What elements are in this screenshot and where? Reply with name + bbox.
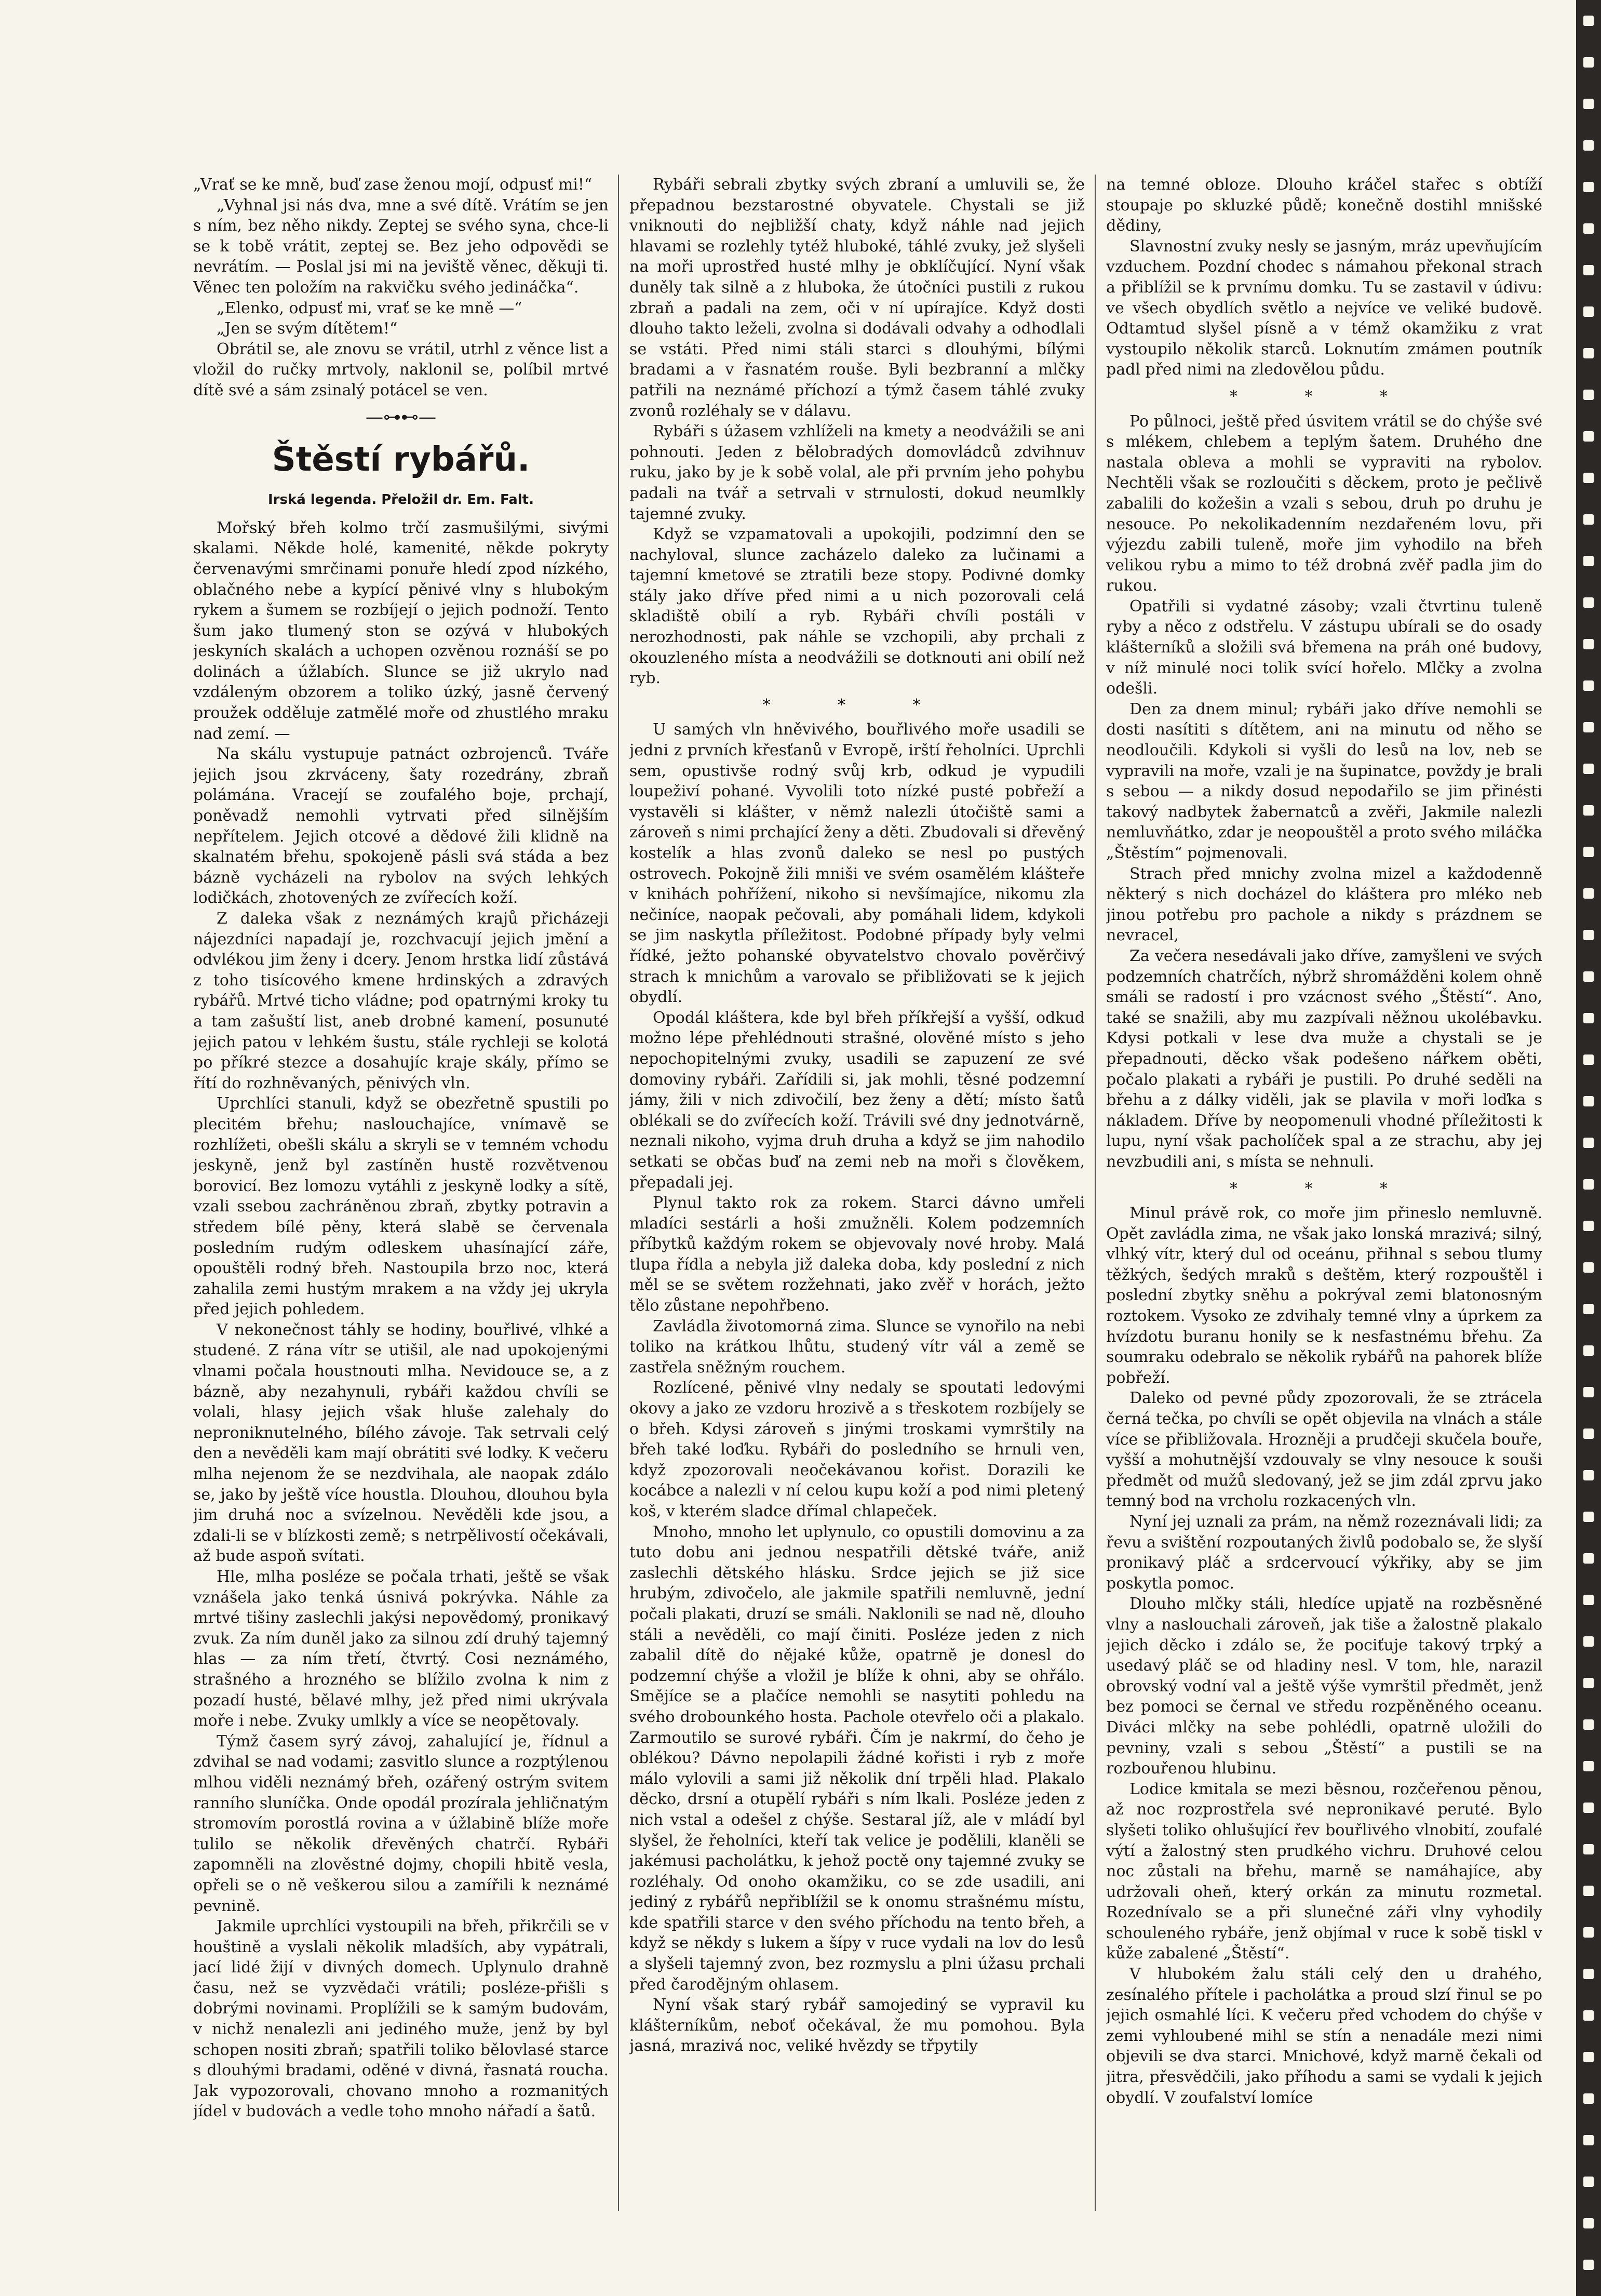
paragraph: Den za dnem minul; rybáři jako dříve nemohli se dosti nasítiti s dítětem, ani na minutu od něho se neodloučili. Kdykoli si vyšli do lesů na lov, neb se vypravili na moře, vzali je na šupinatce, povždy je brali s sebou — a nikdy dosud nepodařilo se jim přinésti takový nadbytek žabernatců a zvěři, Jakmile nalezli nemluvňátko, zdar je neopouštěl a proto svého miláčka „Štěstím“ pojmenovali. xyxy=(1106,700,1542,862)
paragraph: „Jen se svým dítětem!“ xyxy=(217,319,398,338)
sprocket-hole xyxy=(1583,1429,1594,1439)
sprocket-hole xyxy=(1583,16,1594,26)
sprocket-hole xyxy=(1583,971,1594,982)
section-divider-asterisks: * * * xyxy=(1229,387,1419,406)
sprocket-hole xyxy=(1583,1387,1594,1397)
sprocket-hole xyxy=(1583,473,1594,483)
sprocket-hole xyxy=(1583,2218,1594,2228)
sprocket-hole xyxy=(1583,1719,1594,1730)
paragraph: Dlouho mlčky stáli, hledíce upjatě na rozběsněné vlny a naslouchali zároveň, jak tiše a žalostně plakalo jejich děcko i zdálo se, že pociťuje takový trpký a usedavý pláč se od hladiny nesl. V tom, hle, narazil obrovský vodní val a ještě výše vymrštil předmět, jenž bez pomoci se černal ve středu rozpěněného oceanu. Diváci mlčky na sebe pohlédli, opatrně uložili do pevniny, vzali s sebou „Štěstí“ a pustili se na rozbouřenou hlubinu. xyxy=(1106,1595,1542,1778)
sprocket-hole xyxy=(1583,1678,1594,1688)
paragraph: Plynul takto rok za rokem. Starci dávno umřeli mladíci sestárli a hoši zmužněli. Kolem podzemních příbytků každým rokem se objevovaly nové hroby. Malá tlupa řídla a nebyla již daleka doba, kdy poslední z nich měl se se světem rozžehnati, jako zvěř v horách, ježto tělo zůstane nepohřbeno. xyxy=(629,1194,1085,1315)
paragraph: Opodál kláštera, kde byl břeh příkřejší a vyšší, odkud možno lépe přehlédnouti strašné, olověné místo s jeho nepochopitelnými zvuky, usadili se zapuzení ze své domoviny rybáři. Zařídili si, jak mohli, těsné podzemní jámy, žili v nich zdivočilí, bez ženy a dětí; místo šatů oblékali se do zvířecích koží. Trávili své dny jednotvárně, neznali nikoho, vyjma druh druha a když se jim nahodilo setkati se občas buď na zemi neb na moři s člověkem, přepadali jej. xyxy=(629,1008,1085,1192)
paragraph: „Elenko, odpusť mi, vrať se ke mně —“ xyxy=(217,299,522,317)
sprocket-hole xyxy=(1583,680,1594,691)
sprocket-hole xyxy=(1583,306,1594,317)
article-byline: Irská legenda. Přeložil dr. Em. Falt. xyxy=(268,492,534,508)
sprocket-hole xyxy=(1583,1553,1594,1564)
sprocket-hole xyxy=(1583,1886,1594,1896)
paragraph: Jakmile uprchlíci vystoupili na břeh, přikrčili se v houštině a vyslali několik mladších, aby vypátrali, jací lidé žijí v divných domech. Uplynulo drahně času, než se vyzvědači vrátili; posléze-přišli s dobrými novinami. Proplížili se k samým budovám, v nichž nenalezli ani jediného muže, jenž by byl schopen nositi zbraň; spatřili toliko bělovlasé starce s dlouhými bradami, oděné v divná, řasnatá roucha. Jak vypozorovali, chovano mnoho a rozmanitých jídel v budovách a vedle toho mnoho nářadí a šatů. xyxy=(193,1917,609,2121)
sprocket-hole xyxy=(1583,431,1594,442)
sprocket-hole xyxy=(1583,1969,1594,1979)
sprocket-hole xyxy=(1583,140,1594,151)
sprocket-hole xyxy=(1583,1221,1594,1231)
paragraph: Lodice kmitala se mezi běsnou, rozčeřenou pěnou, až noc rozprostřela své nepronikavé peruté. Bylo slyšeti toliko ohlušující řev bouřlivého vlnobití, zoufalé výtí a žalostný sten prudkého vichru. Druhové celou noc zůstali na břehu, marně se namáhajíce, aby udržovali oheň, který orkán za minutu rozmetal. Rozednívalo se a při slunečné záři vlny vyhodily schouleného rybáře, jenž objímal v ruce k sobě tiskl v kůže zabalené „Štěstí“. xyxy=(1106,1780,1542,1963)
sprocket-hole xyxy=(1583,265,1594,275)
sprocket-hole xyxy=(1583,348,1594,358)
sprocket-hole xyxy=(1583,805,1594,816)
paragraph: „Vrať se ke mně, buď zase ženou mojí, odpusť mi!“ xyxy=(193,176,593,194)
sprocket-hole xyxy=(1583,639,1594,649)
sprocket-hole xyxy=(1583,597,1594,608)
sprocket-hole xyxy=(1583,514,1594,525)
sprocket-hole xyxy=(1583,223,1594,234)
column-1 xyxy=(193,175,609,2273)
sprocket-hole xyxy=(1583,1927,1594,1938)
sprocket-hole xyxy=(1583,2177,1594,2187)
sprocket-hole xyxy=(1583,1512,1594,1522)
paragraph: Obrátil se, ale znovu se vrátil, utrhl z věnce list a vložil do ručky mrtvoly, naklonil se, políbil mrtvé dítě své a sám zsinalý potácel se ven. xyxy=(193,340,609,399)
article-title: Štěstí rybářů. xyxy=(272,440,530,479)
sprocket-hole xyxy=(1583,1179,1594,1190)
paragraph: Uprchlíci stanuli, když se obezřetně spustili po plecitém břehu; naslouchajíce, vnímavě se rozhlížeti, obešli skálu a skryli se v temném vchodu jeskyně, jenž byl zastíněn hustě rozvětvenou borovicí. Bez lomozu vytáhli z jeskyně lodky a sítě, vzali ssebou zachráněnou zbraň, zbytky potravin a středem bílé pěny, která slabě se červenala posledním rudým odleskem uhasínající záře, opouštěli rodný břeh. Nastoupila brzo noc, která zahalila zemi hustým mrakem a na vždy jej ukryla před jejich pohledem. xyxy=(193,1094,609,1319)
sprocket-hole xyxy=(1583,1096,1594,1106)
sprocket-hole xyxy=(1583,99,1594,109)
column-2 xyxy=(629,175,1085,2273)
paragraph: Mnoho, mnoho let uplynulo, co opustili domovinu a za tuto dobu ani jednou nespatřili dětské tváře, aniž zaslechli dětského hlásku. Srdce jejich se již sice hrubým, zdivočelo, ale jakmile spatřili nemluvně, jední počali plakati, druzí se smáli. Naklonili se nad ně, dlouho stáli a nevěděli, co mají činiti. Posléze jeden z nich zabalil dítě do nějaké kůže, opatrně je donesl do podzemní chýše a vložil je blíže k ohni, aby se ohřálo. Smějíce se a plačíce nemohli se nasytiti pohledu na svého drobounkého hosta. Pachole otevřelo oči a plakalo. Zarmoutilo se surové rybáři. Čím je nakrmí, do čeho je oblékou? Dávno nepolapili žádné kořisti i ryb z moře málo vylovili a sami již několik dní trpěli hlad. Plakalo děcko, drsní a otupělí rybáři s ním lkali. Posléze jeden z nich vstal a odešel z chýše. Sestaral jíž, ale v mládí byl slyšel, že řeholníci, kteří tak velice je podělili, klaněli se jakémusi pacholátku, k jehož poctě ony tajemné zvuky se rozléhaly. Od onoho okamžiku, co se zde usadili, ani jediný z rybářů nepřiblížil se k onomu strašnému místu, kde spatřili starce v den svého příchodu na tento břeh, a když se někdy s lukem a šípy v ruce vydali na lov do lesů a slyšeli tajemný zvon, bez rozmyslu a plni úžasu prchali před čarodějným ohlasem. xyxy=(629,1523,1085,1994)
sprocket-hole xyxy=(1583,1470,1594,1480)
column-rule xyxy=(618,175,619,2211)
sprocket-hole xyxy=(1583,847,1594,857)
paragraph: Za večera nesedávali jako dříve, zamyšleni ve svých podzemních chatrčích, nýbrž shromážděni kolem ohně smáli se radostí i pro vzácnost svého „Štěstí“. Ano, také se snažili, aby mu zazpívali něžnou ukolébavku. Kdysi potkali v lese dva muže a chystali se je přepadnouti, děcko však podešeno nářkem oběti, počalo plakati a rybáři je pustili. Po druhé seděli na břehu a z dálky viděli, jak se plavila v moři loďka s nákladem. Dříve by neopomenuli vhodné příležitosti k lupu, nyní však pacholíček spal a ze strachu, aby jej nevzbudili ani, s místa se nehnuli. xyxy=(1106,946,1542,1171)
paragraph: Na skálu vystupuje patnáct ozbrojenců. Tváře jejich jsou zkrváceny, šaty rozedrány, zbraň polámána. Vracejí se zoufalého boje, prchají, poněvadž nemohli vytrvati před silnějším nepřítelem. Jejich otcové a dědové žili klidně na skalnatém břehu, spokojeně pásli svá stáda a bez bázně vycházeli na rybolov na svých lehkých lodičkách, zhotovených ze zvířecích koží. xyxy=(193,745,609,907)
paragraph: Po půlnoci, ještě před úsvitem vrátil se do chýše své s mlékem, chlebem a teplým šatem. Druhého dne nastala obleva a mohli se vypraviti na rybolov. Nechtěli však se rozloučiti s děckem, proto je pečlivě zabalili do kožešin a vzali s sebou, druh po druhu je nesouce. Po nekolikadenním nezdařeném lovu, při výjezdu zabili tuleně, moře jim vyhodilo na břeh velikou rybu a mimo to též drobná zvěř padla jim do rukou. xyxy=(1106,412,1542,595)
sprocket-hole xyxy=(1583,1054,1594,1065)
paragraph: Nyní jej uznali za prám, na němž rozeznávali lidi; za řevu a svištění rozpoutaných živlů podobalo se, že slyší pronikavý pláč a srdcervoucí výkřiky, aby se jim poskytla pomoc. xyxy=(1106,1513,1542,1593)
sprocket-hole xyxy=(1583,2260,1594,2270)
paragraph: Rozlícené, pěnivé vlny nedaly se spoutati ledovými okovy a jako ze vzdoru hrozivě a s třeskotem rozbíjely se o břeh. Kdysi zároveň s jinými troskami vymrštily na břeh také loďku. Rybáři do posledního se hrnuli ven, když zpozorovali neočekávanou kořist. Dorazili ke kocábce a nalezli v ní celou kupu koží a pod nimi pletený koš, v kterém sladce dřímal chlapeček. xyxy=(629,1379,1085,1520)
sprocket-hole xyxy=(1583,1803,1594,1813)
column-rule xyxy=(1095,175,1096,2211)
section-divider-asterisks: * * * xyxy=(762,696,952,714)
sprocket-hole xyxy=(1583,1345,1594,1356)
paragraph: „Vyhnal jsi nás dva, mne a své dítě. Vrátím se jen s ním, bez něho nikdy. Zeptej se svého syna, chce-li se k tobě vrátit, zeptej se. Bez jeho odpovědi se nevrátím. — Poslal jsi mi na jeviště věnec, děkuji ti. Věnec ten položím na rakvičku svého jedináčka“. xyxy=(193,196,609,297)
paragraph: V nekonečnost táhly se hodiny, bouřlivé, vlhké a studené. Z rána vítr se utišil, ale nad upokojenými vlnami počala houstnouti mlha. Nevidouce se, a z bázně, aby nezahynuli, rybáři každou chvíli se volali, hlasy jejich však hluše zalehaly do neproniknutelného, bílého závoje. Tak setrvali celý den a nevěděli kam mají obrátiti své lodky. K večeru mlha nejenom že se nezdvihala, ale naopak zdálo se, jako by ještě více houstla. Dlouhou, dlouhou byla jim druhá noc a svízelnou. Nevěděli kde jsou, a zdali-li se v blízkosti země; s netrpělivostí očekávali, až bude aspoň svítati. xyxy=(193,1320,609,1566)
sprocket-hole xyxy=(1583,57,1594,68)
paragraph: Minul právě rok, co moře jim přineslo nemluvně. Opět zavládla zima, ne však jako lonská mrazivá; silný, vlhký vítr, který dul od oceánu, přihnal s sebou tlumy těžkých, šedých mraků s deštěm, který rozpouštěl i poslední zbytky sněhu a pokrýval zemi blatonosným roztokem. Vysoko ze zdvihaly temné vlny a úprkem za hvízdotu buranu honily se k nesfastnému břehu. Za soumraku odebralo se několik rybářů na pahorek blíže pobřeží. xyxy=(1106,1204,1542,1387)
paragraph: Týmž časem syrý závoj, zahalující je, řídnul a zdvihal se nad vodami; zasvitlo slunce a rozptýlenou mlhou viděli neznámý břeh, ozářený ostrým svitem ranního sluníčka. Onde opodál prozírala jehličnatým stromovím porostlá rovina a v úžlabině blíže moře tulilo se několik dřevěných chatrčí. Rybáři zapomněli na zlověstné dojmy, chopili hbitě vesla, opřeli se o ně veškerou silou a zamířili k neznámé pevnině. xyxy=(193,1732,609,1915)
paragraph: Hle, mlha posléze se počala trhati, ještě se však vznášela jako tenká úsnivá pokrývka. Náhle za mrtvé tišiny zaslechli jakýsi nepovědomý, pronikavý zvuk. Za ním duněl jako za silnou zdí druhý tajemný hlas — za ním třetí, čtvrtý. Cosi neznámého, strašného a hrozného se blížilo zvolna k nim z pozadí husté, bělavé mlhy, jež před nimi ukrývala moře i nebe. Zvuky umlkly a více se neopětovaly. xyxy=(193,1568,609,1730)
paragraph: Z daleka však z neznámých krajů přicházeji nájezdníci napadají je, rozchvacují jejich jmění a odvlékou jim ženy i dcery. Jenom hrstka lidí zůstává z toho tisícového kmene hrdinských a zdravých rybářů. Mrtvé ticho vládne; pod opatrnými kroky tu a tam zašuští list, aneb drobné kamení, posunuté jejich patou v lehkém šustu, stále rychleji se kolotá po příkré stezce a dosahujíc kraje skály, přímo se řítí do rozhněvaných, pěnivých vln. xyxy=(193,910,609,1092)
film-edge xyxy=(1576,0,1601,2296)
sprocket-hole xyxy=(1583,888,1594,899)
paragraph: Rybáři s úžasem vzhlíželi na kmety a neodvážili se ani pohnouti. Jeden z bělobradých domovládců zdvihnuv ruku, jako by je k sobě volal, ale při prvním jeho pohybu padali na tvář a setrvali v strnulosti, dokud neumlkly tajemné zvuky. xyxy=(629,422,1085,523)
sprocket-hole xyxy=(1583,1262,1594,1273)
sprocket-hole xyxy=(1583,1844,1594,1854)
sprocket-hole xyxy=(1583,2135,1594,2145)
paragraph: Nyní však starý rybář samojediný se vypravil ku klášterníkům, neboť očekával, že mu pomohou. Byla jasná, mrazivá noc, veliké hvězdy se třpytily xyxy=(629,1996,1085,2055)
sprocket-hole xyxy=(1583,182,1594,192)
sprocket-hole xyxy=(1583,764,1594,774)
sprocket-hole xyxy=(1583,2093,1594,2104)
sprocket-hole xyxy=(1583,2052,1594,2062)
section-divider-asterisks: * * * xyxy=(1229,1179,1419,1198)
sprocket-hole xyxy=(1583,2010,1594,2021)
paragraph: U samých vln hněvivého, bouřlivého moře usadili se jedni z prvních křesťanů v Evropě, irští řeholníci. Uprchli sem, opustivše rodný svůj krb, odkud je vypudili loupeživí pohané. Vyvolili toto nízké pusté pobřeží a vystavěli si klášter, v němž nalezli útočiště sami a zároveň s nimi prchající ženy a děti. Zbudovali si dřevěný kostelík a hlas zvonů daleko se nesl po pustých ostrovech. Pokojně žili mniši ve svém osamělém klášteře v knihách pohřížení, nikoho si nevšímajíce, nikomu zla nečiníce, naopak pečovali, aby pomáhali lidem, kdykoli se jim naskytla příležitost. Podobné případy byly velmi řídké, ježto pohanské obyvatelstvo chovalo pověrčivý strach k mnichům a varovalo se přibližovati se k jejich obydlí. xyxy=(629,720,1085,1007)
paragraph: Rybáři sebrali zbytky svých zbraní a umluvili se, že přepadnou bezstarostné obyvatele. Chystali se již vniknouti do nejbližší chaty, když náhle nad jejich hlavami se rozlehly tytéž hluboké, táhlé zvuky, jež slyšeli na moři uprostřed husté mlhy je obklíčující. Nyní však duněly tak silně a z hluboka, že útočníci pustili z rukou zbraň a padali na zem, oči v ní upírajíce. Když dosti dlouho takto leželi, zvolna si dodávali odvahy a odhodlali se vstáti. Před nimi stáli starci s dlouhými, bílými bradami a v řasnatém rouše. Byli bezbranní a mlčky patřili na neznámé příchozí a týmž časem táhlé zvuky zvonů rozléhaly se v dálavu. xyxy=(629,176,1085,420)
paragraph: Opatřili si vydatné zásoby; vzali čtvrtinu tuleně ryby a něco z odstřelu. V zástupu ubírali se do osady klášterníků a složili svá břemena na práh oné budovy, v níž minulé noci tolik svící hořelo. Mlčky a zvolna odešli. xyxy=(1106,597,1542,698)
sprocket-hole xyxy=(1583,556,1594,566)
paragraph: Daleko od pevné půdy zpozorovali, že se ztrácela černá tečka, po chvíli se opět objevila na vlnách a stále více se přibližovala. Hrozněji a prudčeji skučela bouře, vyšší a mohutnější vzdouvaly se vlny nesouce k souši předmět od mužů sledovaný, jež se jim zdál zprvu jako temný bod na vrcholu rozkacených vln. xyxy=(1106,1389,1542,1511)
column-3 xyxy=(1106,175,1542,2273)
paragraph: V hlubokém žalu stáli celý den u drahého, zesínalého přítele i pacholátka a proud slzí řinul se po jejich osmahlé líci. K večeru před vchodem do chýše v zemi vyhloubené mihl se stín a nenadále mezi nimi objevili se dva starci. Mnichové, když marně čekali od jitra, přesvědčili, jako příhodu a sami se vydali k jejich obydlí. V zoufalství lomíce xyxy=(1106,1965,1542,2107)
faded-header-remnant xyxy=(135,135,415,177)
paragraph: na temné obloze. Dlouho kráčel stařec s obtíží stoupaje po skluzké půdě; konečně dostihl mnišské dědiny, xyxy=(1106,176,1542,235)
sprocket-hole xyxy=(1583,722,1594,732)
section-ornament: —⊶⊷— xyxy=(366,406,436,428)
paragraph: Slavnostní zvuky nesly se jasným, mráz upevňujícím vzduchem. Pozdní chodec s námahou překonal strach a přiblížil se k prvnímu domku. Tu se zastavil v údivu: ve všech obydlích světlo a nejvíce ve veliké budově. Odtamtud slyšel písně a v témž okamžiku z vrat vystoupilo několik starců. Loknutím zmámen poutník padl před nimi na zledovělou půdu. xyxy=(1106,237,1542,379)
sprocket-hole xyxy=(1583,1636,1594,1647)
sprocket-hole xyxy=(1583,930,1594,940)
sprocket-hole xyxy=(1583,1138,1594,1148)
sprocket-hole xyxy=(1583,1761,1594,1771)
sprocket-hole xyxy=(1583,1013,1594,1023)
paragraph: Když se vzpamatovali a upokojili, podzimní den se nachyloval, slunce zacházelo daleko za lučinami a tajemní kmetové se ztratili beze stopy. Podivné domky stály jako dříve před nimi a u nich pozorovali celá skladiště obilí a ryb. Rybáři chvíli postáli v nerozhodnosti, pak náhle se vzchopili, aby prchali z okouzleného místa a neodvážili se dotknouti ani obilí než ryb. xyxy=(629,525,1085,688)
sprocket-hole xyxy=(1583,1304,1594,1314)
paragraph: Strach před mnichy zvolna mizel a každodenně některý s nich docházel do kláštera pro mléko neb jinou potřebu pro pachole a nikdy s prázdnem se nevracel, xyxy=(1106,864,1542,945)
paragraph: Mořský břeh kolmo trčí zasmušilými, sivými skalami. Někde holé, kamenité, někde pokryty červenavými smrčinami ponuře hledí zpod nízkého, oblačného nebe a kypící pěnivé vlny s hlubokým rykem a šumem se rozbíjejí o jejich podnoží. Tento šum jako tlumený ston se ozývá v hlubokých jeskyních skalách a uchopen ozvěnou roznáší se po dolinách a úžlabích. Slunce se již ukrylo nad vzdáleným obzorem a toliko úzký, jasně červený proužek odděluje zatmělé moře od zhustlého mraku nad zemí. — xyxy=(193,518,609,743)
paragraph: Zavládla životomorná zima. Slunce se vynořilo na nebi toliko na krátkou lhůtu, studený vítr vál a země se zastřela sněžným rouchem. xyxy=(629,1317,1085,1377)
sprocket-hole xyxy=(1583,1595,1594,1605)
sprocket-hole xyxy=(1583,390,1594,400)
